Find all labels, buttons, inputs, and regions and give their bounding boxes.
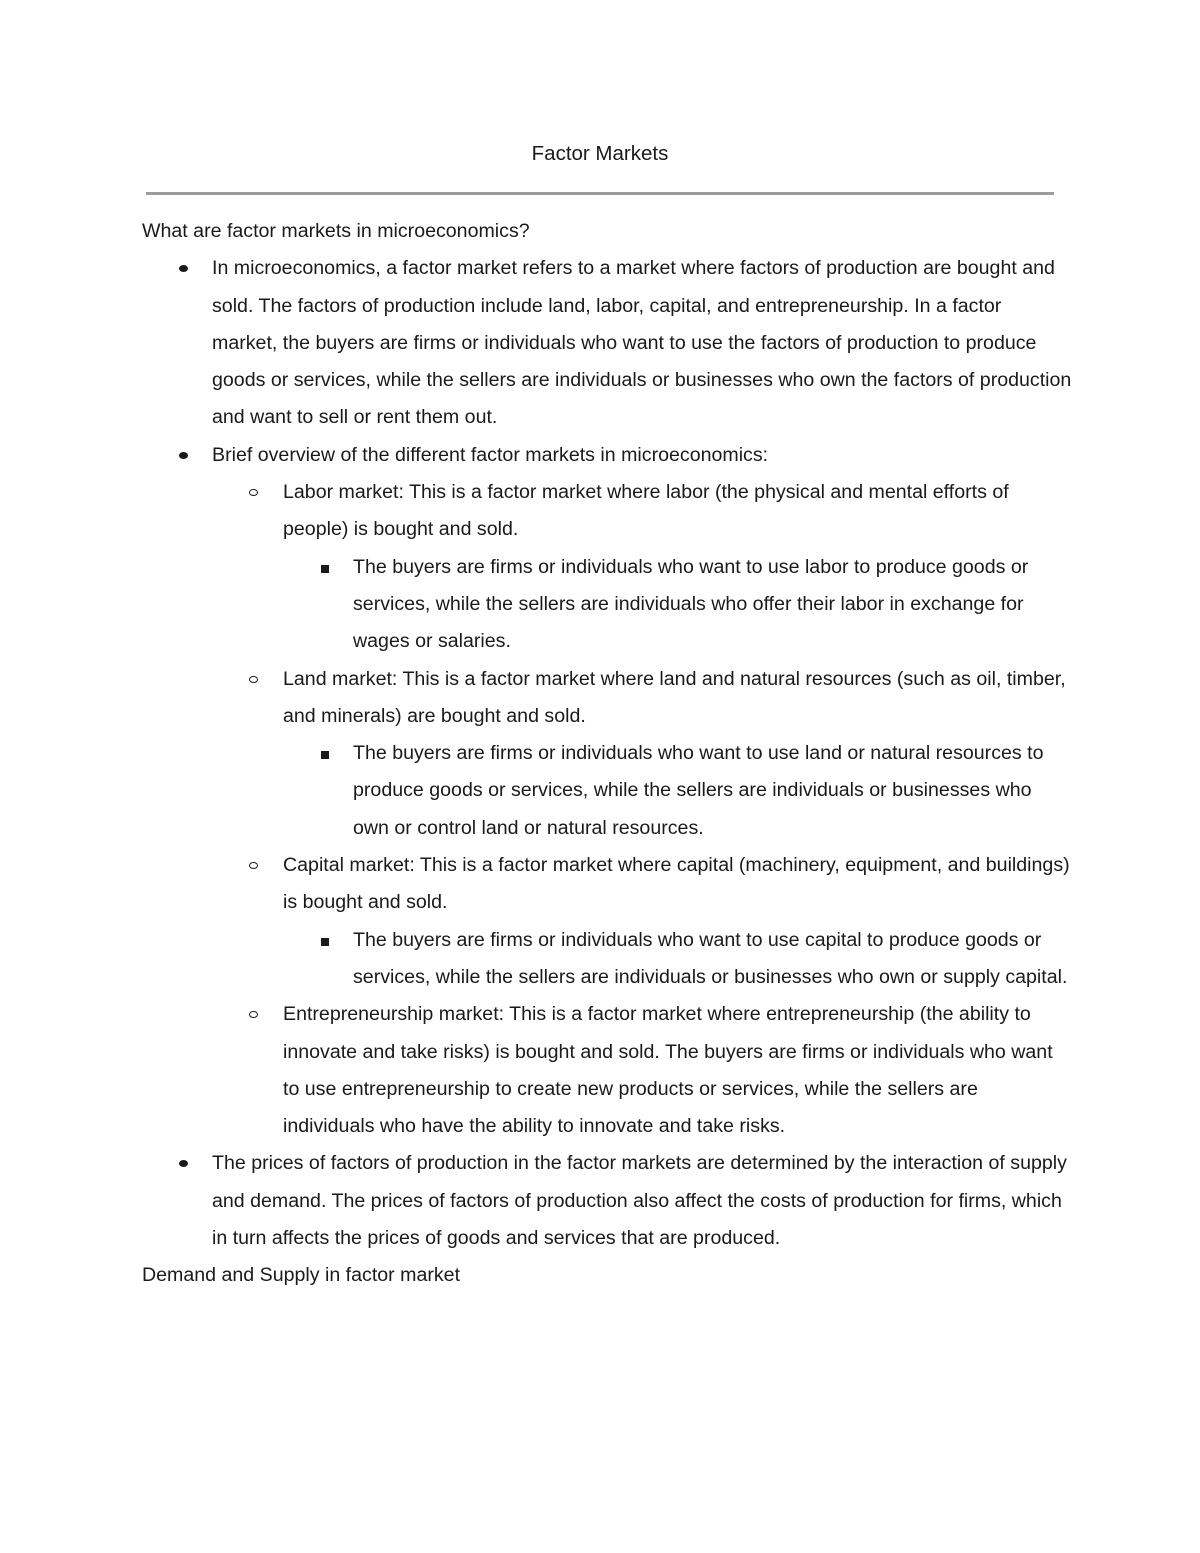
bullet-square-icon <box>321 565 329 573</box>
main-bullet-list <box>142 1145 1072 1257</box>
list-item <box>142 250 1072 436</box>
market-list <box>142 661 1072 736</box>
market-text: Labor market: This is a factor market where labor (the physical and mental efforts of people) is bought and sold. <box>283 481 1009 541</box>
bullet-square-icon <box>321 938 329 946</box>
market-detail-capital <box>142 922 1072 997</box>
bullet-disc-icon <box>179 452 188 459</box>
market-detail-labor <box>142 549 1072 661</box>
market-detail-land <box>142 735 1072 847</box>
list-item <box>142 1145 1072 1257</box>
market-list <box>142 474 1072 549</box>
list-item-text: The prices of factors of production in the factor markets are determined by the interaction of supply and demand. The prices of factors of production also affect the costs of production for firms, which in turn affects the prices of goods and services that are produced. <box>212 1152 1067 1250</box>
bullet-square-icon <box>321 751 329 759</box>
bullet-circle-icon <box>249 862 258 869</box>
market-text: Capital market: This is a factor market where capital (machinery, equipment, and buildings) is bought and sold. <box>283 854 1070 914</box>
list-item-text: Brief overview of the different factor markets in microeconomics: <box>212 443 769 466</box>
market-detail-text: The buyers are firms or individuals who want to use labor to produce goods or services, while the sellers are individuals who offer their labor in exchange for wages or salaries. <box>353 555 1029 653</box>
market-detail-text: The buyers are firms or individuals who want to use land or natural resources to produce goods or services, while the sellers are individuals or businesses who own or control land or natural resources. <box>353 742 1044 839</box>
main-bullet-list <box>142 250 1072 474</box>
document-title: Factor Markets <box>531 142 669 165</box>
market-detail-list <box>142 735 1072 847</box>
list-item <box>142 437 1072 474</box>
market-item-land <box>142 661 1072 736</box>
bullet-circle-icon <box>249 489 258 496</box>
market-item-labor <box>142 474 1072 549</box>
document-body <box>142 213 1072 1295</box>
market-list <box>142 996 1072 1145</box>
market-detail-list <box>142 549 1072 661</box>
list-item-text: In microeconomics, a factor market refers to a market where factors of production are bought and sold. The factors of production include land, labor, capital, and entrepreneurship. In a factor market, the buyers are firms or individuals who want to use the factors of production to produce goods or services, while the sellers are individuals or businesses who own the factors of production and want to sell or rent them out. <box>212 257 1072 429</box>
section-heading: Demand and Supply in factor market <box>142 1264 461 1287</box>
market-detail-list <box>142 922 1072 997</box>
horizontal-rule <box>146 192 1054 195</box>
market-item-entrepreneurship <box>142 996 1072 1145</box>
question-heading: What are factor markets in microeconomics? <box>142 220 530 242</box>
bullet-disc-icon <box>179 1160 188 1167</box>
market-text: Land market: This is a factor market where land and natural resources (such as oil, timber, and minerals) are bought and sold. <box>283 667 1066 727</box>
bullet-circle-icon <box>249 676 258 683</box>
bullet-circle-icon <box>249 1011 258 1018</box>
market-item-capital <box>142 847 1072 922</box>
market-list <box>142 847 1072 922</box>
bullet-disc-icon <box>179 265 188 272</box>
market-detail-text: The buyers are firms or individuals who want to use capital to produce goods or services, while the sellers are individuals or businesses who own or supply capital. <box>353 928 1068 988</box>
market-text: Entrepreneurship market: This is a factor market where entrepreneurship (the ability to innovate and take risks) is bought and sold. The buyers are firms or individuals who want to use entrepreneurship to create new products or services, while the sellers are individuals who have the ability to innovate and take risks. <box>283 1003 1053 1138</box>
